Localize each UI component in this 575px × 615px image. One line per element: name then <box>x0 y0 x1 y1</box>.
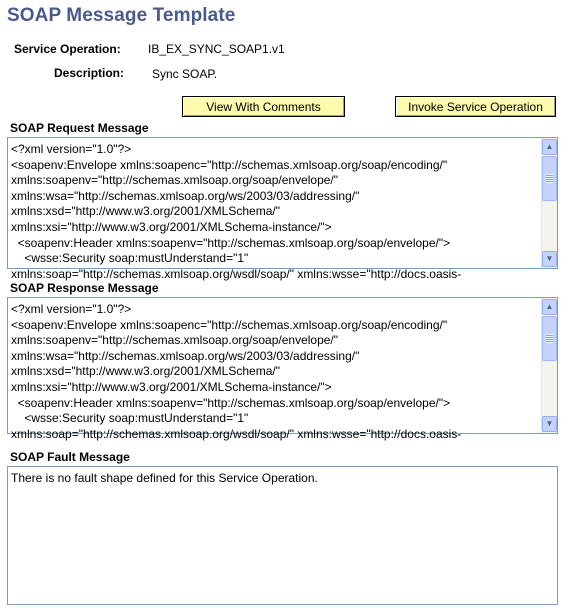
scroll-down-arrow-icon[interactable]: ▼ <box>542 251 557 267</box>
scrollbar-thumb[interactable] <box>542 316 557 361</box>
service-operation-value: IB_EX_SYNC_SOAP1.v1 <box>148 42 285 56</box>
soap-fault-label: SOAP Fault Message <box>10 450 130 464</box>
soap-fault-textarea[interactable] <box>7 466 558 605</box>
soap-request-label: SOAP Request Message <box>10 121 149 135</box>
description-label: Description: <box>54 66 125 80</box>
soap-response-scrollbar[interactable] <box>541 298 557 433</box>
soap-response-label: SOAP Response Message <box>10 281 159 295</box>
soap-fault-content[interactable]: There is no fault shape defined for this Service Operation. <box>11 471 318 485</box>
scrollbar-thumb[interactable] <box>542 156 557 201</box>
grip-icon <box>546 334 553 343</box>
soap-response-textarea[interactable] <box>7 297 558 441</box>
soap-request-scrollbar[interactable] <box>541 138 557 268</box>
soap-request-textarea[interactable] <box>7 137 558 281</box>
scroll-down-arrow-icon[interactable]: ▼ <box>542 416 557 432</box>
view-with-comments-button[interactable]: View With Comments <box>182 96 345 117</box>
grip-icon <box>546 174 553 183</box>
page-title: SOAP Message Template <box>7 5 236 26</box>
scroll-up-arrow-icon[interactable]: ▲ <box>542 139 557 155</box>
soap-response-content[interactable]: <?xml version="1.0"?> <soapenv:Envelope xmlns:soapenc="http://schemas.xmlsoap.org/soap/encoding/" xmlns:soapenv="http://schemas.xmlsoap.org/soap/envelope/" xmlns:wsa="http://schemas.xmlsoap.org/ws/2003/03/addressing/" xmlns:xsd="http://www.w3.org/2001/XMLSchema/" xmlns:xsi="http://www.w3.org/2001/XMLSchema-instance/"> <soapenv:Header xmlns:soapenv="http://schemas.xmlsoap.org/soap/envelope/"> <wsse:Security soap:mustUnderstand="1" xmlns:soap="http://schemas.xmlsoap.org/wsdl/soap/" xmlns:wsse="http://docs.oasis- <box>11 302 462 441</box>
soap-request-content[interactable]: <?xml version="1.0"?> <soapenv:Envelope xmlns:soapenc="http://schemas.xmlsoap.org/soap/encoding/" xmlns:soapenv="http://schemas.xmlsoap.org/soap/envelope/" xmlns:wsa="http://schemas.xmlsoap.org/ws/2003/03/addressing/" xmlns:xsd="http://www.w3.org/2001/XMLSchema/" xmlns:xsi="http://www.w3.org/2001/XMLSchema-instance/"> <soapenv:Header xmlns:soapenv="http://schemas.xmlsoap.org/soap/envelope/"> <wsse:Security soap:mustUnderstand="1" xmlns:soap="http://schemas.xmlsoap.org/wsdl/soap/" xmlns:wsse="http://docs.oasis- <box>11 142 462 281</box>
invoke-service-operation-button[interactable]: Invoke Service Operation <box>395 96 556 117</box>
description-value: Sync SOAP. <box>152 67 218 81</box>
scroll-up-arrow-icon[interactable]: ▲ <box>542 299 557 315</box>
service-operation-label: Service Operation: <box>14 42 121 56</box>
